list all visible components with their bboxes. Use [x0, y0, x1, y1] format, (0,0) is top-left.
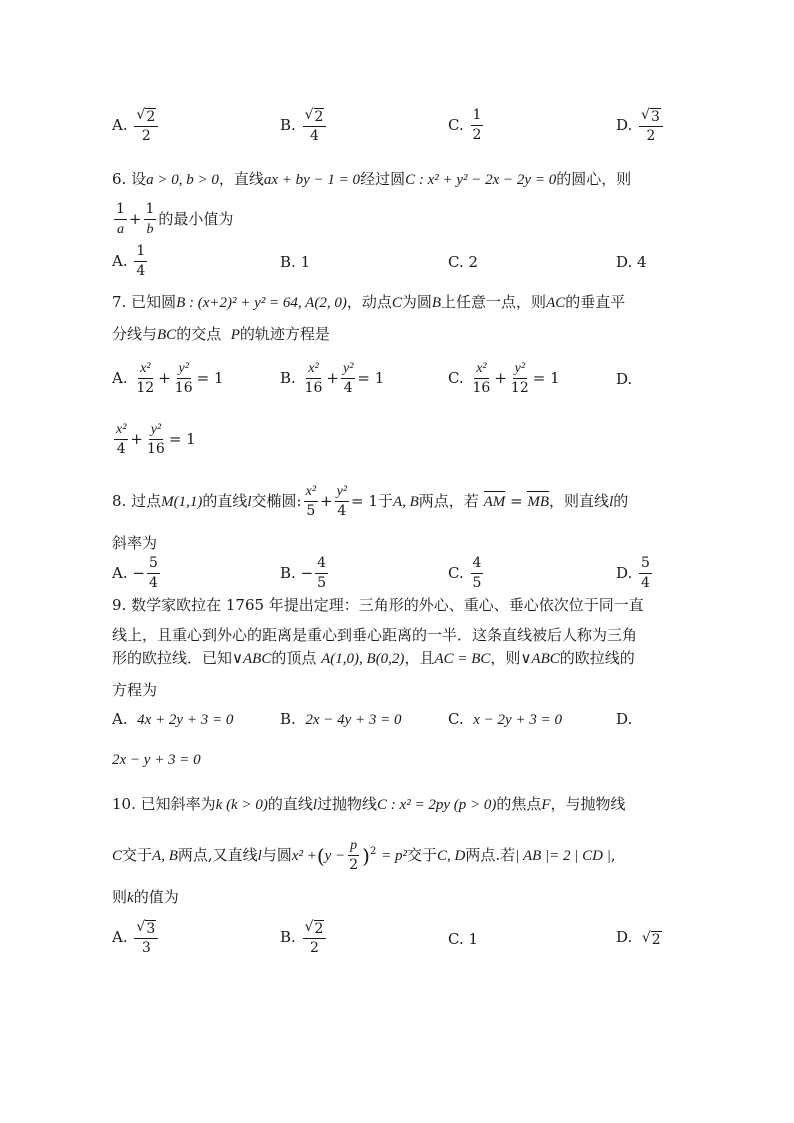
q7-option-d[interactable]: $\frac{\text{x²}}{4}$ + $\frac{\text{y²}}{16}$ = 1: [116, 422, 196, 458]
q7-stem-line2: 分线与BC的交点 P的轨迹方程是: [112, 325, 330, 343]
q9-stem-line3: 形的欧拉线．已知∨ABC的顶点 A(1,0), B(0,2)，且AC = BC，则∨ABC的欧拉线的: [112, 649, 635, 667]
q5-option-a[interactable]: A. √ 2 2: [112, 108, 160, 144]
q8-stem: 8. 过点M(1,1)的直线l交椭圆: $\frac{\text{x²}}{5}$ + $\frac{\text{y²}}{4}$ = 1于A, B两点，若 AM = MB，则直线l的: [112, 484, 629, 520]
q8-stem-line2: 斜率为: [112, 534, 158, 552]
q8-option-c[interactable]: C. $\frac{4}{5}$: [448, 555, 482, 592]
q7-stem: 7. 已知圆B : (x+2)² + y² = 64, A(2, 0)，动点C为圆B上任意一点，则AC的垂直平: [112, 293, 626, 311]
q5-option-d[interactable]: D. √ 3 2: [616, 108, 665, 144]
q7-option-a[interactable]: A. $\frac{\text{x²}}{12}$ + $\frac{\text{y²}}{16}$ = 1: [112, 361, 224, 397]
q10-option-b[interactable]: B. √ 2 2: [280, 920, 328, 956]
q10-stem-line3: 则k的值为: [112, 888, 179, 906]
q9-stem: 9. 数学家欧拉在 1765 年提出定理：三角形的外心、重心、垂心依次位于同一直: [112, 596, 644, 614]
q6-option-b[interactable]: B. 1: [280, 253, 311, 271]
q5-a-fraction: √ 2 2: [134, 108, 158, 144]
q9-option-d[interactable]: 2x − y + 3 = 0: [112, 752, 201, 768]
q9-option-c[interactable]: C. x − 2y + 3 = 0: [448, 710, 562, 728]
q6-option-c[interactable]: C. 2: [448, 253, 479, 271]
q8-option-b[interactable]: B. − $\frac{4}{5}$: [280, 555, 327, 592]
q6-option-a[interactable]: A. $\frac{1}{4}$: [112, 243, 146, 280]
q10-stem: 10. 已知斜率为k (k > 0)的直线l过抛物线C : x² = 2py (p > 0)的焦点F，与抛物线: [112, 795, 626, 813]
q10-option-a[interactable]: A. √ 3 3: [112, 920, 160, 956]
q10-option-c[interactable]: C. 1: [448, 930, 479, 948]
q5-option-c[interactable]: C. $\frac{1}{2}$: [448, 107, 482, 144]
q6-option-d[interactable]: D. 4: [616, 253, 647, 271]
q5-option-b[interactable]: B. √ 2 4: [280, 108, 328, 144]
q9-stem-line2: 线上，且重心到外心的距离是重心到垂心距离的一半．这条直线被后人称为三角: [112, 626, 638, 644]
q10-stem-line2: C交于A, B两点,又直线l与圆x² +(y − $\frac{p}{2}$ )$^2$ = p²交于C, D两点.若| AB |= 2 | CD |,: [112, 838, 616, 874]
q6-stem: 6. 设a > 0, b > 0，直线ax + by − 1 = 0经过圆C : x² + y² − 2x − 2y = 0的圆心，则: [112, 170, 632, 188]
q8-option-a[interactable]: A. − $\frac{5}{4}$: [112, 555, 158, 592]
q10-option-d[interactable]: D. √ 2: [616, 928, 661, 948]
q8-option-d[interactable]: D. $\frac{5}{4}$: [616, 555, 650, 592]
q7-option-c[interactable]: C. $\frac{\text{x²}}{16}$ + $\frac{\text{y²}}{12}$ = 1: [448, 361, 560, 397]
q9-option-d-label[interactable]: D.: [616, 710, 633, 728]
q7-option-b[interactable]: B. $\frac{\text{x²}}{16}$ + $\frac{\text{y²}}{4}$ = 1: [280, 361, 385, 397]
q9-option-a[interactable]: A. 4x + 2y + 3 = 0: [112, 710, 234, 728]
q9-stem-line4: 方程为: [112, 681, 158, 699]
q9-option-b[interactable]: B. 2x − 4y + 3 = 0: [280, 710, 402, 728]
q6-stem-line2: $\frac{1}{a}$ + $\frac{1}{b}$ 的最小值为: [116, 201, 234, 238]
q7-option-d-label[interactable]: D.: [616, 370, 633, 388]
